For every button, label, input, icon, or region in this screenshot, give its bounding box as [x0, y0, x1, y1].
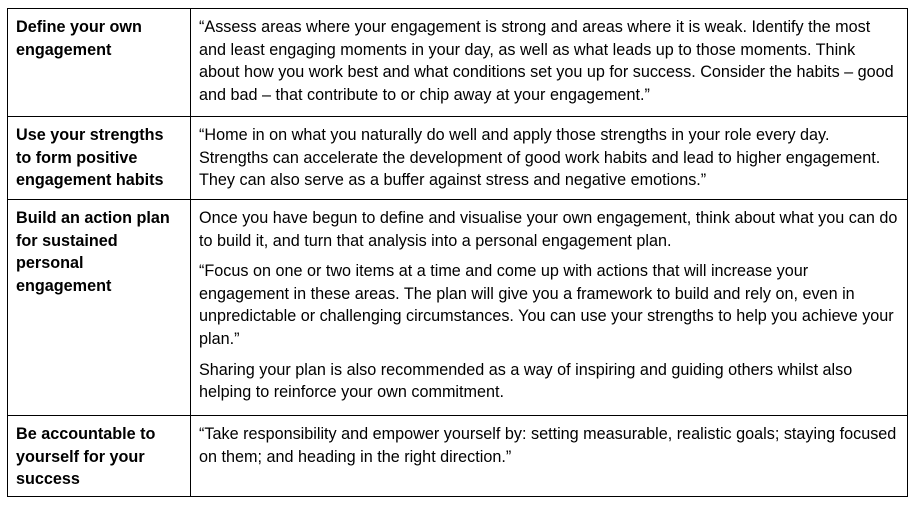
- row-description: [191, 200, 908, 416]
- row-description: [191, 416, 908, 497]
- row-description: [191, 9, 908, 117]
- row-heading: Build an action plan for sustained personal engagement: [8, 200, 191, 416]
- engagement-table: [7, 8, 908, 497]
- row-description: [191, 117, 908, 200]
- table-row: [8, 9, 908, 117]
- paragraph: “Assess areas where your engagement is strong and areas where it is weak. Identify the most and least engaging moments in your day, as well as what leads up to those moments. Think about how you work best and what conditions set you up for success. Consider the habits – good and bad – that contribute to or chip away at your engagement.”: [199, 18, 894, 104]
- paragraph: Once you have begun to define and visualise your own engagement, think about what you can do to build it, and turn that analysis into a personal engagement plan.: [199, 209, 898, 250]
- paragraph: Sharing your plan is also recommended as a way of inspiring and guiding others whilst also helping to reinforce your own commitment.: [199, 360, 853, 402]
- paragraph: “Take responsibility and empower yourself by: setting measurable, realistic goals; staying focused on them; and heading in the right direction.”: [199, 425, 897, 466]
- table-row: [8, 117, 908, 200]
- row-heading: Use your strengths to form positive engagement habits: [8, 117, 191, 200]
- row-heading: Be accountable to yourself for your success: [8, 416, 191, 497]
- table-row: [8, 200, 908, 416]
- row-heading: Define your own engagement: [8, 9, 191, 117]
- table-row: [8, 416, 908, 497]
- paragraph: “Home in on what you naturally do well and apply those strengths in your role every day. Strengths can accelerate the development of good work habits and lead to higher engagement. They can also serve as a buffer against stress and negative emotions.”: [199, 126, 881, 190]
- paragraph: “Focus on one or two items at a time and come up with actions that will increase your engagement in these areas. The plan will give you a framework to build and rely on, even in unpredictable or challenging circumstances. You can use your strengths to help you achieve your plan.”: [199, 262, 894, 348]
